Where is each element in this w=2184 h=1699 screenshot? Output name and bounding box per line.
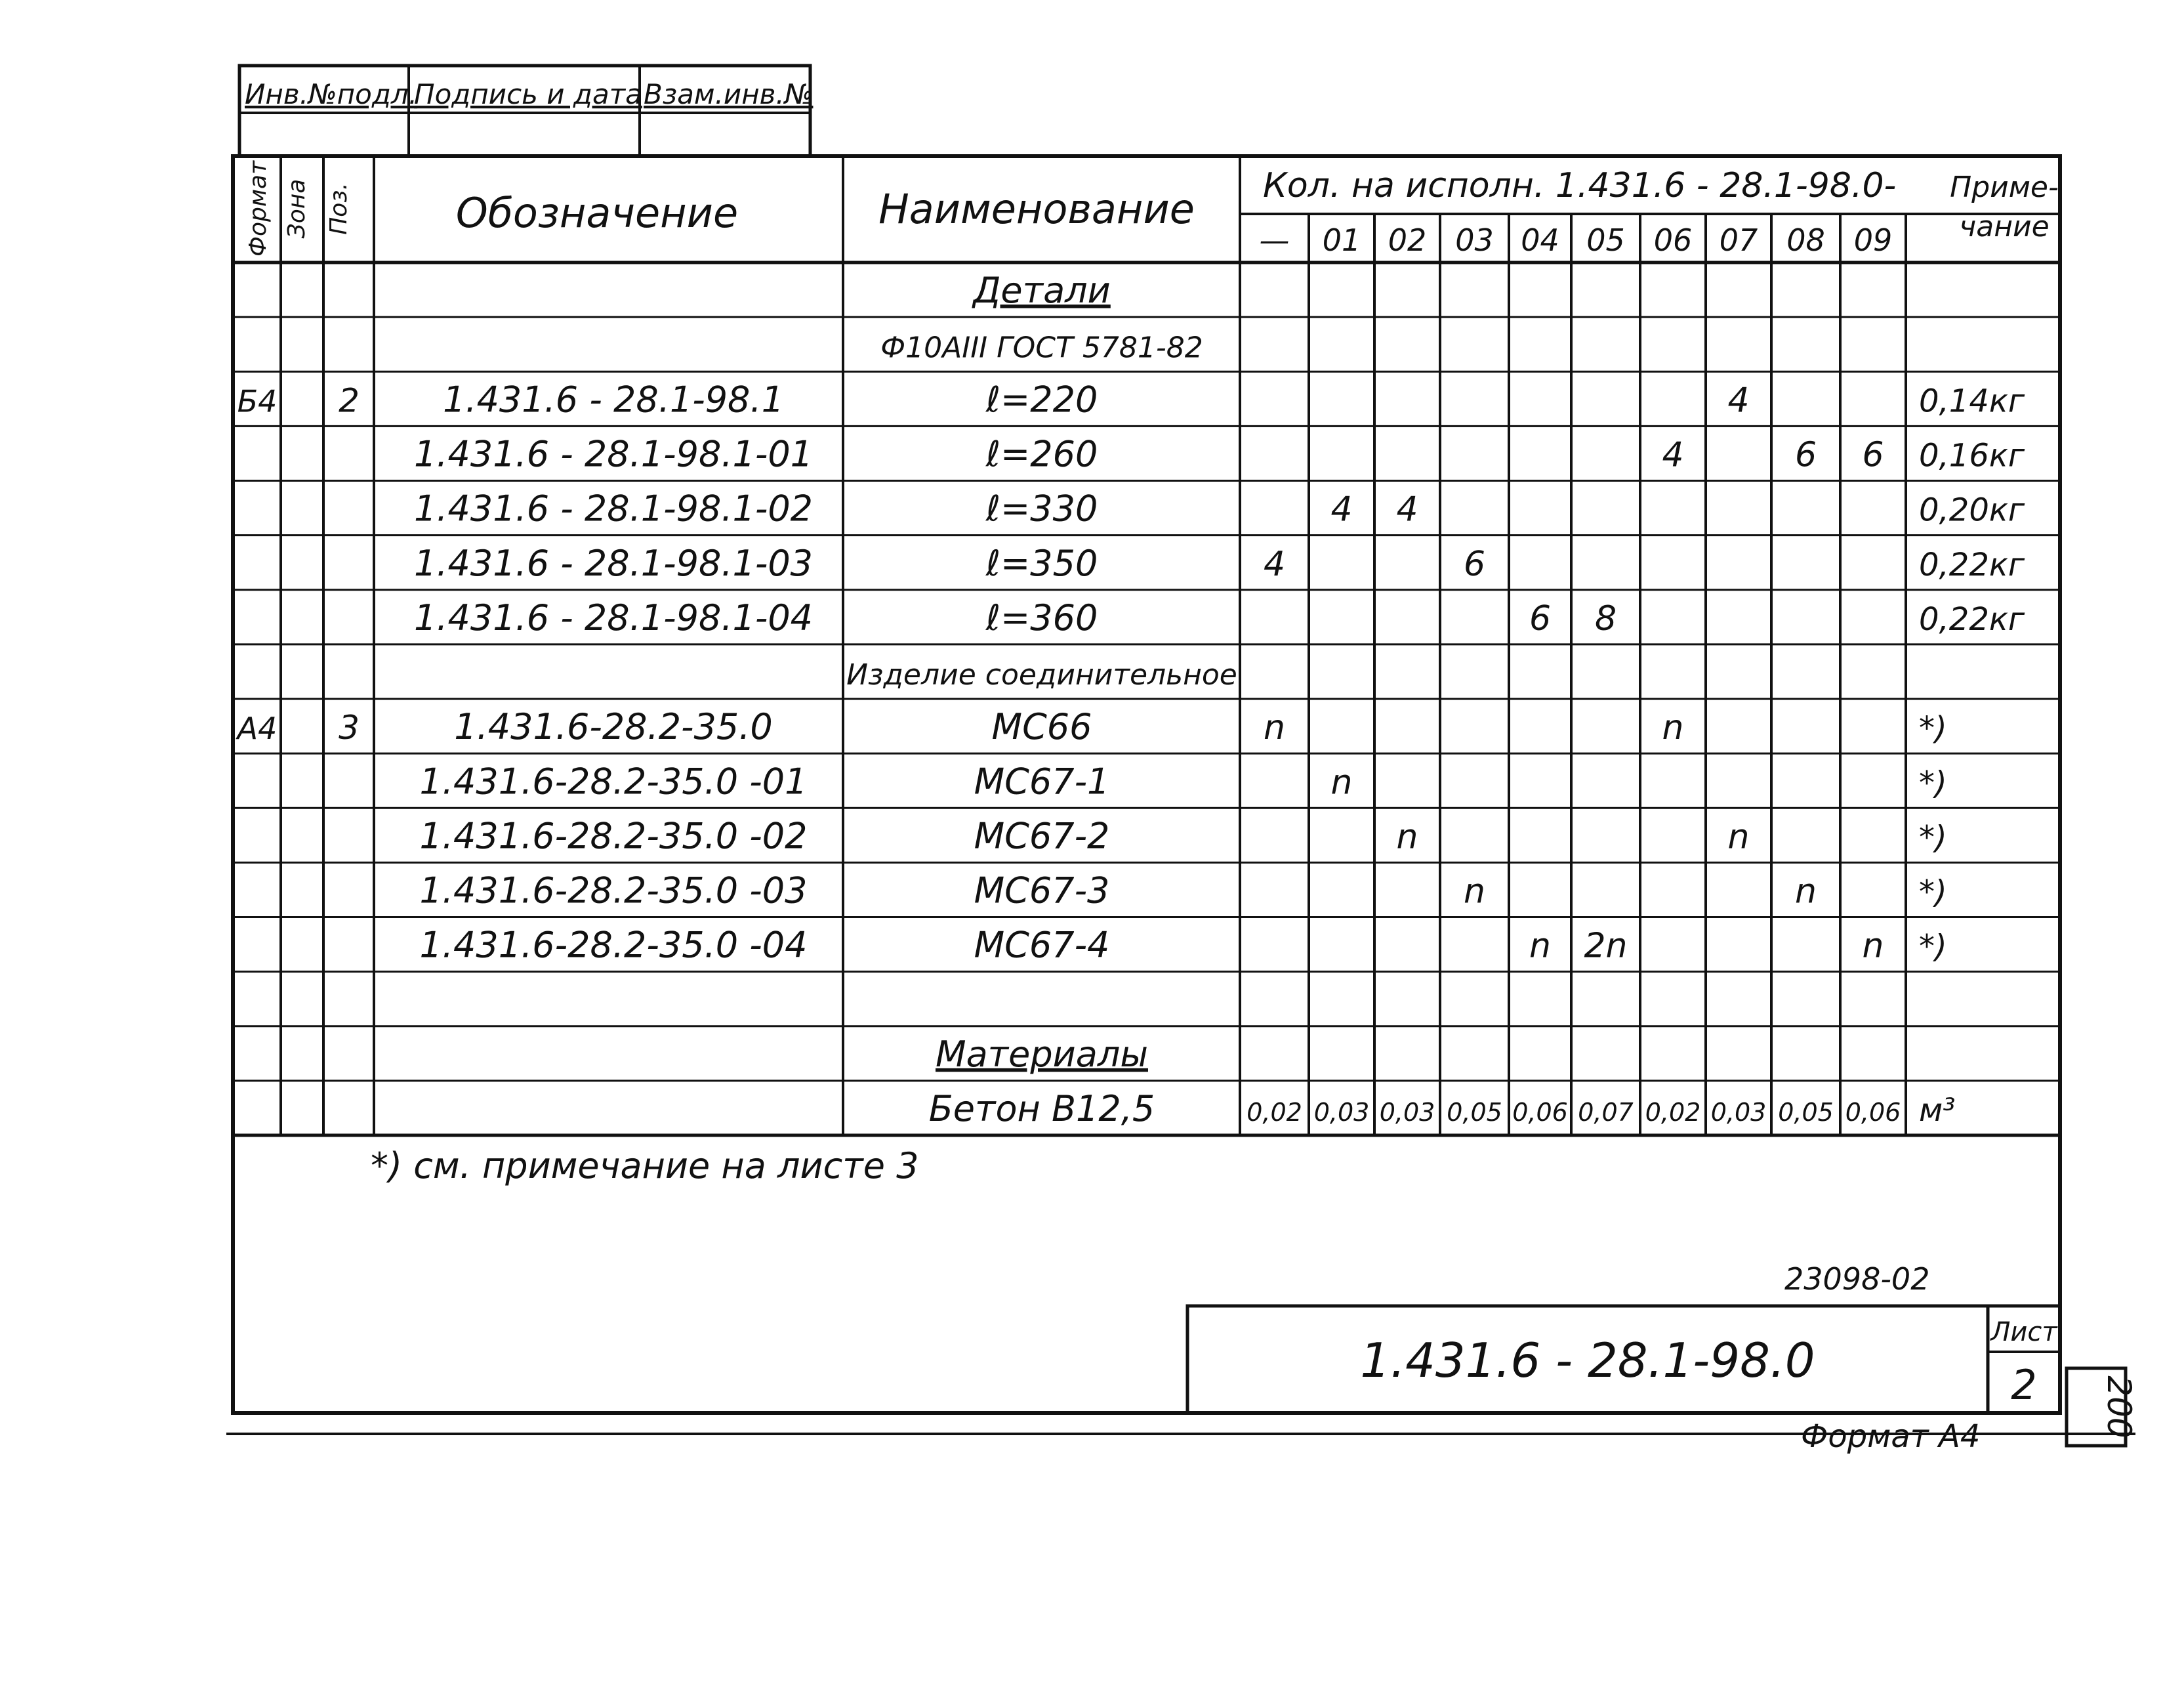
cell-designation: 1.431.6 - 28.1-98.1-03 xyxy=(413,542,814,584)
variant-headers xyxy=(1260,222,1893,258)
cell-name: ℓ=360 xyxy=(985,597,1098,639)
variant-header: — xyxy=(1259,222,1290,258)
cell-note: 0,16кг xyxy=(1919,437,2025,474)
variant-header: 01 xyxy=(1322,222,1361,258)
cell-qty: 0,05 xyxy=(1778,1098,1834,1127)
table-row xyxy=(420,815,1947,856)
cell-designation: 1.431.6-28.2-35.0 -03 xyxy=(419,870,808,912)
cell-designation: 1.431.6 - 28.1-98.1 xyxy=(443,379,784,421)
sheet-label: Лист xyxy=(1990,1317,2057,1347)
variant-header: 03 xyxy=(1455,222,1494,258)
cell-qty: 0,03 xyxy=(1313,1098,1370,1127)
archive-number: 23098-02 xyxy=(1784,1261,1930,1297)
cell-qty: 4 xyxy=(1662,435,1684,475)
cell-qty: 0,06 xyxy=(1845,1098,1901,1127)
table-row xyxy=(420,925,1947,966)
cell-pos: 3 xyxy=(339,709,360,747)
header-designation: Обозначение xyxy=(455,189,739,237)
table-row xyxy=(414,597,2025,639)
sign-label: Подпись и дата xyxy=(414,78,642,110)
cell-qty: 4 xyxy=(1330,490,1353,530)
cell-qty: 4 xyxy=(1263,544,1286,584)
cell-qty: n xyxy=(1464,871,1485,912)
side-number: 200 xyxy=(2100,1375,2138,1438)
cell-designation: 1.431.6-28.2-35.0 xyxy=(454,706,773,748)
cell-qty: n xyxy=(1862,926,1884,966)
cell-name: ℓ=330 xyxy=(985,488,1098,530)
cell-note: 0,20кг xyxy=(1919,492,2025,529)
cell-note: *) xyxy=(1919,819,1947,856)
table-row xyxy=(420,870,1947,912)
cell-designation: 1.431.6 - 28.1-98.1-04 xyxy=(413,597,814,639)
sheet-number: 2 xyxy=(2011,1361,2037,1409)
section-title: Материалы xyxy=(936,1033,1148,1075)
cell-note: *) xyxy=(1919,765,1947,802)
variant-header: 09 xyxy=(1853,222,1893,258)
cell-note: *) xyxy=(1919,873,1947,911)
cell-note: *) xyxy=(1919,928,1947,965)
table-row xyxy=(936,1034,1148,1075)
variant-header: 02 xyxy=(1388,222,1427,258)
cell-name: ℓ=260 xyxy=(985,433,1098,475)
doc-code: 1.431.6 - 28.1-98.0 xyxy=(1360,1333,1815,1388)
cell-designation: 1.431.6 - 28.1-98.1-02 xyxy=(413,488,814,530)
variant-header: 05 xyxy=(1586,222,1625,258)
top-stamp xyxy=(239,66,813,156)
table-row xyxy=(414,434,2025,475)
header-pos: Поз. xyxy=(325,182,352,235)
cell-name: МС67-1 xyxy=(974,761,1110,803)
cell-qty: 6 xyxy=(1794,435,1817,475)
cell-designation: 1.431.6-28.2-35.0 -04 xyxy=(419,924,808,966)
cell-format: А4 xyxy=(237,711,278,747)
cell-format: Б4 xyxy=(237,383,278,419)
cell-name: Изделие соединительное xyxy=(846,658,1237,692)
section-title: Детали xyxy=(973,270,1111,312)
cell-qty: 0,03 xyxy=(1379,1098,1435,1127)
header-name: Наименование xyxy=(878,185,1195,233)
cell-note: 0,22кг xyxy=(1919,546,2025,583)
table-row xyxy=(414,543,2025,584)
cell-qty: 6 xyxy=(1862,435,1884,475)
footnote: *) см. примечание на листе 3 xyxy=(371,1145,919,1186)
cell-qty: 4 xyxy=(1396,490,1418,530)
table-row xyxy=(420,761,1947,802)
cell-qty: n xyxy=(1662,708,1684,748)
cell-name: Ф10АIII ГОСТ 5781-82 xyxy=(880,331,1203,365)
cell-qty: n xyxy=(1264,708,1285,748)
cell-qty: n xyxy=(1529,926,1551,966)
cell-name: МС66 xyxy=(991,706,1092,748)
table-row xyxy=(972,270,1111,311)
format-label: Формат А4 xyxy=(1801,1418,1981,1455)
cell-pos: 2 xyxy=(339,381,360,420)
inv-label: Инв.№подл. xyxy=(245,78,418,110)
title-block xyxy=(1187,1306,2060,1413)
cell-qty: n xyxy=(1330,763,1353,803)
cell-qty: n xyxy=(1396,817,1418,857)
table-row xyxy=(237,379,2025,420)
cell-qty: n xyxy=(1795,871,1817,912)
cell-qty: 0,05 xyxy=(1447,1098,1502,1127)
replace-label: Взам.инв.№ xyxy=(644,78,814,110)
header-qty-title: Кол. на исполн. 1.431.6 - 28.1-98.0- xyxy=(1263,166,1897,205)
cell-designation: 1.431.6-28.2-35.0 -02 xyxy=(419,815,808,857)
header-zone: Зона xyxy=(283,178,310,239)
table-row xyxy=(236,706,1947,747)
cell-qty: 6 xyxy=(1463,544,1486,584)
spec-table-grid xyxy=(233,156,2060,1135)
cell-qty: 2n xyxy=(1584,926,1628,966)
header-note-line1: Приме- xyxy=(1950,171,2059,204)
header-format: Формат xyxy=(245,160,272,257)
variant-header: 08 xyxy=(1786,222,1825,258)
cell-name: МС67-2 xyxy=(974,815,1110,857)
variant-header: 06 xyxy=(1653,222,1693,258)
variant-header: 07 xyxy=(1719,222,1758,258)
table-row xyxy=(846,658,1237,692)
cell-qty: 0,06 xyxy=(1512,1098,1568,1127)
cell-qty: 4 xyxy=(1727,381,1750,421)
cell-qty: 6 xyxy=(1529,598,1552,639)
cell-qty: 0,02 xyxy=(1247,1098,1302,1127)
cell-qty: n xyxy=(1727,817,1750,857)
table-row xyxy=(929,1088,1956,1129)
variant-header: 04 xyxy=(1521,222,1559,258)
cell-qty: 0,02 xyxy=(1645,1098,1701,1127)
cell-name: Бетон В12,5 xyxy=(928,1088,1155,1129)
cell-note: *) xyxy=(1919,710,1947,747)
table-row xyxy=(880,331,1203,364)
cell-designation: 1.431.6-28.2-35.0 -01 xyxy=(419,761,808,803)
cell-designation: 1.431.6 - 28.1-98.1-01 xyxy=(413,433,814,475)
cell-qty: 0,03 xyxy=(1710,1098,1767,1127)
cell-note: м³ xyxy=(1919,1092,1956,1129)
header-note-line2: чание xyxy=(1959,210,2050,243)
cell-qty: 0,07 xyxy=(1578,1098,1634,1127)
cell-name: ℓ=220 xyxy=(985,379,1098,421)
cell-qty: 8 xyxy=(1594,598,1617,639)
cell-name: ℓ=350 xyxy=(985,542,1098,584)
table-row xyxy=(414,488,2025,530)
cell-note: 0,22кг xyxy=(1919,600,2025,638)
cell-name: МС67-3 xyxy=(974,870,1110,912)
cell-name: МС67-4 xyxy=(974,924,1110,966)
cell-note: 0,14кг xyxy=(1919,383,2025,420)
